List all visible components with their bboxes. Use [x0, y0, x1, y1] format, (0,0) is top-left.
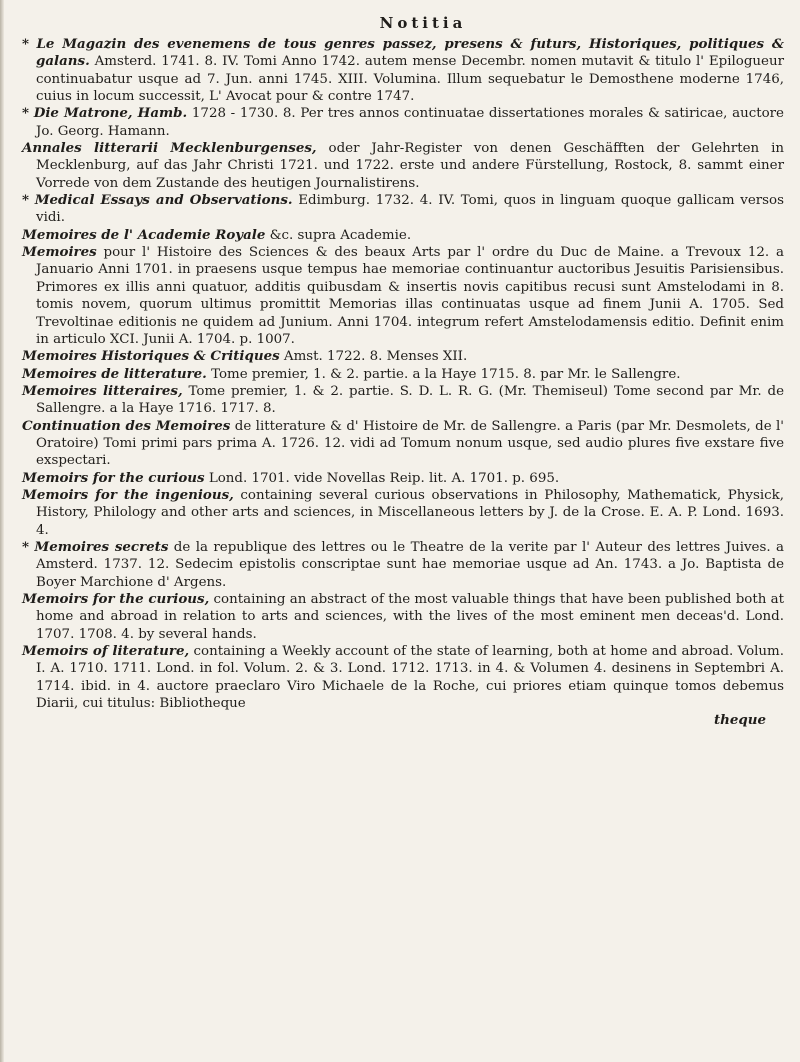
bibliography-entry: [22, 643, 784, 712]
asterisk-mark: *: [22, 36, 30, 52]
entry-body: 1728 - 1730. 8. Per tres annos continuatae dissertationes morales & satiricae, auctore Jo. Georg. Hamann.: [36, 106, 784, 139]
entry-title: Continuation des Memoires: [22, 417, 231, 434]
catchword: theque: [713, 712, 766, 729]
bibliography-entry: [22, 348, 784, 365]
entry-title: Memoires litteraires,: [22, 382, 183, 399]
entry-list: [22, 36, 784, 712]
entry-body: de litterature & d' Histoire de Mr. de Sallengre. a Paris (par Mr. Desmolets, de l' Oratoire) Tomi primi pars prima A. 1726. 12. vidi ad Tomum nonum usque, sed audio plures five exstare five exspectari.: [36, 418, 784, 469]
entry-title: Annales litterarii Mecklenburgenses,: [22, 140, 317, 157]
bibliography-entry: [22, 192, 784, 227]
entry-title: Memoirs for the ingenious,: [22, 486, 234, 503]
bibliography-entry: [22, 36, 784, 105]
entry-body: Tome premier, 1. & 2. partie. a la Haye 1715. 8. par Mr. le Sallengre.: [211, 366, 681, 382]
entry-title: Memoires secrets: [34, 538, 169, 555]
entry-title: Memoires de l' Academie Royale: [22, 226, 266, 243]
bibliography-entry: [22, 227, 784, 244]
entry-body: pour l' Histoire des Sciences & des beaux Arts par l' ordre du Duc de Maine. a Trevoux 12. a Januario Anni 1701. in praesens usque tempus hae memoriae continuantur auctoribus Jesuitis Parisiensibus. Primores ex illis anni quatuor, additis quibusdam & insertis novis capitibus recusi sunt Amstelodami in 8. tomis novem, quorum ultimus promittit Memorias illas continuatas usque ad finem Junii A. 1705. Sed Trevoltinae editionis ne quidem ad Junium. Anni 1704. integrum refert Amstelodamensis editio. Definit enim in articulo XCI. Junii A. 1704. p. 1007.: [36, 245, 784, 347]
entry-title: Die Matrone, Hamb.: [33, 105, 188, 122]
entry-title: Memoires: [22, 244, 97, 261]
bibliography-entry: [22, 366, 784, 383]
bibliography-entry: [22, 383, 784, 418]
bibliography-entry: [22, 487, 784, 539]
bibliography-entry: [22, 470, 784, 487]
entry-body: Edimburg. 1732. 4. IV. Tomi, quos in linguam quoque gallicam versos vidi.: [36, 193, 784, 226]
entry-body: &c. supra Academie.: [269, 227, 412, 243]
entry-title: Memoires Historiques & Critiques: [22, 348, 280, 365]
entry-body: Lond. 1701. vide Novellas Reip. lit. A. 1701. p. 695.: [208, 470, 560, 486]
bibliography-entry: [22, 105, 784, 140]
entry-title: Memoires de litterature.: [22, 365, 207, 382]
asterisk-mark: *: [22, 105, 30, 122]
entry-title: Memoirs for the curious: [22, 469, 205, 486]
asterisk-mark: *: [22, 538, 30, 555]
entry-body: containing a Weekly account of the state of learning, both at home and abroad. Volum. I. A. 1710. 1711. Lond. in fol. Volum. 2. & 3. Lond. 1712. 1713. in 4. & Volumen 4. desinens in Septembri A. 1714. ibid. in 4. auctore praeclaro Viro Michaele de la Roche, cui priores etiam quinque tomos debemus Diarii, cui titulus: Bibliotheque: [36, 644, 785, 712]
entry-title: Memoirs for the curious,: [22, 591, 210, 607]
bibliography-entry: [22, 591, 784, 643]
entry-body: containing an abstract of the most valuable things that have been published both at home and abroad in relation to arts and sciences, with the lives of the most eminent men deceas'd. Lond. 1707. 1708. 4. by several hands.: [36, 592, 784, 642]
entry-body: Amst. 1722. 8. Menses XII.: [283, 349, 468, 365]
entry-title: Le Magazin des evenemens de tous genres passez, presens & futurs, Historiques, politiques & galans.: [36, 36, 784, 70]
bibliography-entry: [22, 140, 784, 192]
entry-body: Tome premier, 1. & 2. partie. S. D. L. R. G. (Mr. Themiseul) Tome second par Mr. de Sallengre. a la Haye 1716. 1717. 8.: [36, 383, 784, 417]
entry-body: Amsterd. 1741. 8. IV. Tomi Anno 1742. autem mense Decembr. nomen mutavit & titulo l' Epilogueur continuabatur usque ad 7. Jun. anni 1745. XIII. Volumina. Illum sequebatur le Demosthene moderne 1746, cuius in locum successit, L' Avocat pour & contre 1747.: [36, 54, 784, 105]
entry-body: oder Jahr-Register von denen Geschäfften der Gelehrten in Mecklenburg, auf das Jahr Christi 1721. und 1722. erste und andere Fürstellung, Rostock, 8. sammt einer Vorrede von dem Zustande des heutigen Journalistirens.: [36, 141, 784, 191]
bibliography-entry: [22, 539, 784, 591]
asterisk-mark: *: [22, 192, 30, 209]
bibliography-entry: [22, 418, 784, 470]
entry-title: Medical Essays and Observations.: [34, 192, 293, 209]
entry-body: de la republique des lettres ou le Theatre de la verite par l' Auteur des lettres Juives. a Amsterd. 1737. 12. Sedecim epistolis conscriptae sunt hae memoriae usque ad An. 1743. a Jo. Baptista de Boyer Marchione d' Argens.: [36, 539, 784, 590]
page-edge: [0, 0, 4, 1062]
running-head: Notitia: [379, 14, 467, 32]
bibliography-entry: [22, 244, 784, 348]
entry-title: Memoirs of literature,: [22, 643, 190, 660]
entry-body: containing several curious observations in Philosophy, Mathematick, Physick, History, Philology and other arts and sciences, in Miscellaneous letters by J. de la Crose. E. A. P. Lond. 1693. 4.: [36, 487, 784, 538]
